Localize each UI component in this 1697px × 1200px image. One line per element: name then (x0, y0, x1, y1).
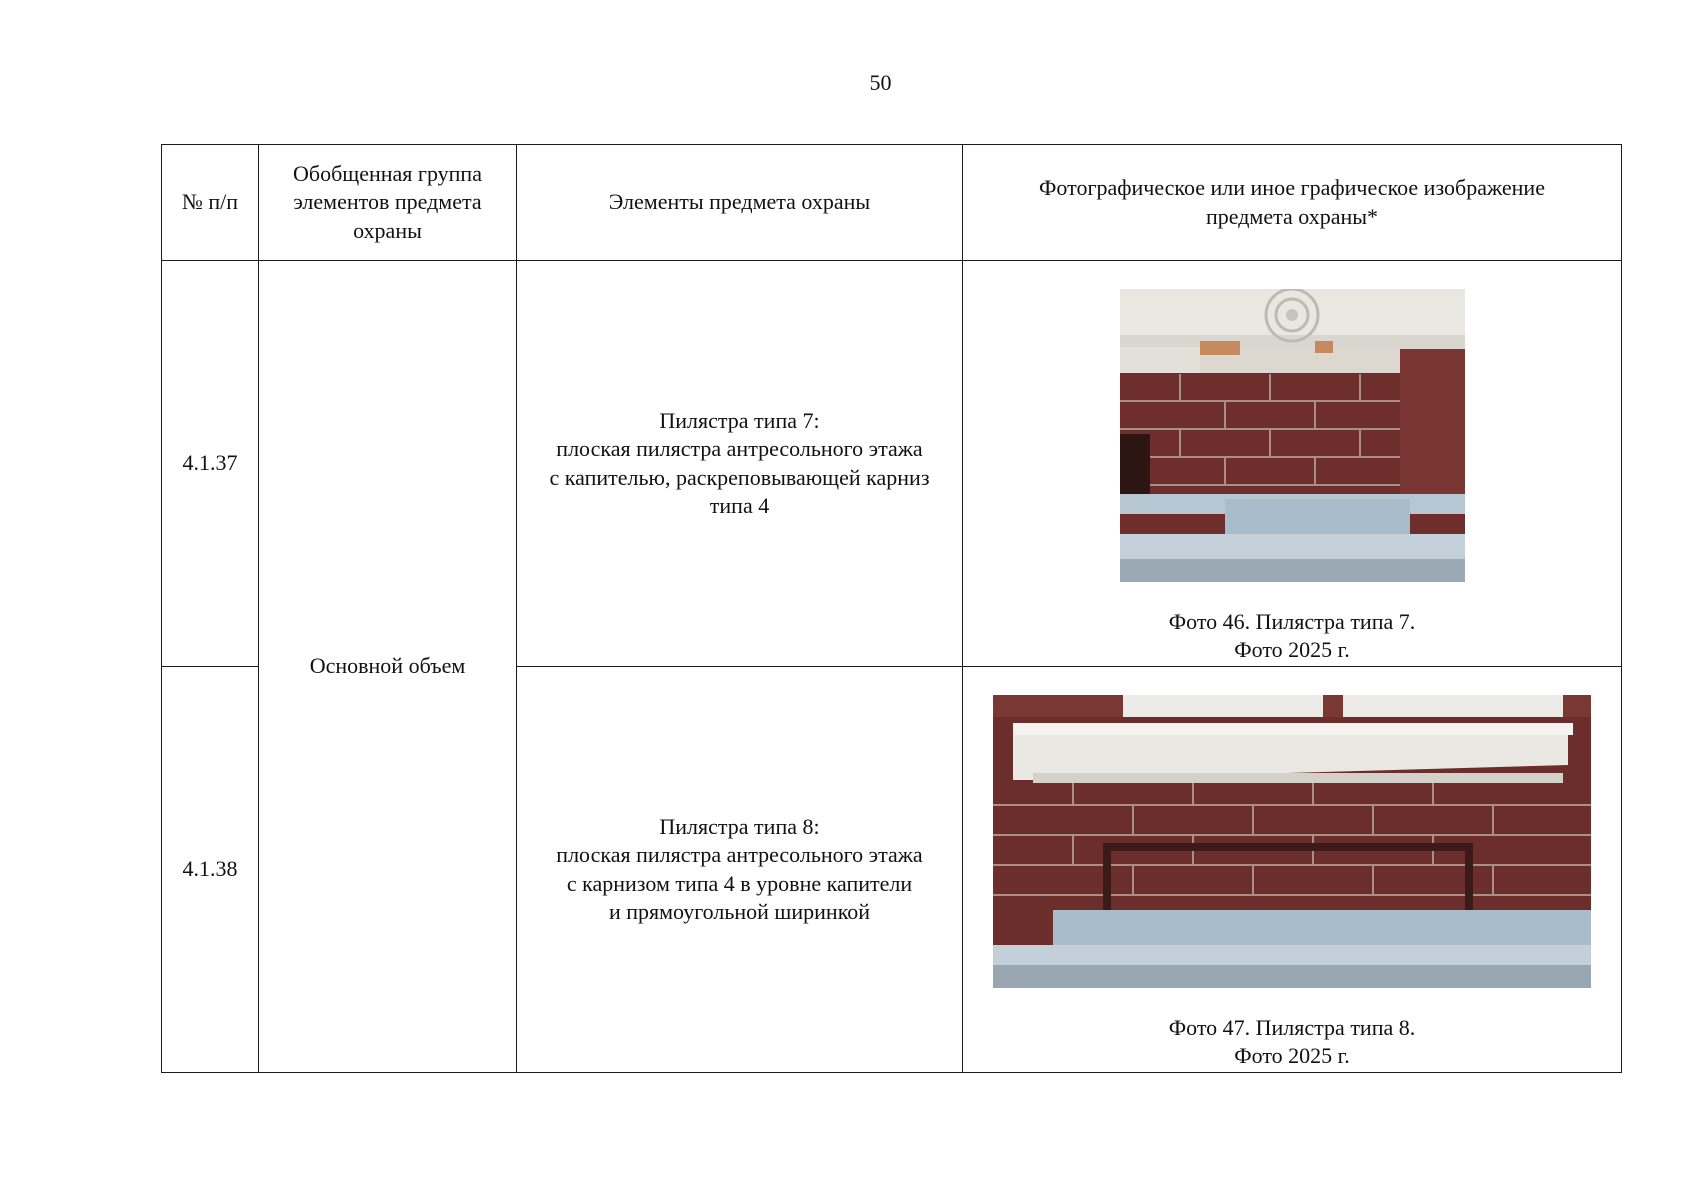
photo-pilaster-type-8-drawing (993, 695, 1591, 988)
photo-pilaster-type-7 (1120, 289, 1465, 582)
element-description (517, 667, 963, 1073)
page-number: 50 (869, 70, 892, 95)
caption-line: Фото 2025 г. (1234, 636, 1350, 662)
photo-cell (963, 261, 1622, 667)
description-line: с капителью, раскреповывающей карниз (549, 464, 930, 490)
row-number: 4.1.37 (162, 261, 259, 667)
photo-pilaster-type-7-drawing (1120, 289, 1465, 582)
caption-line: Фото 46. Пилястра типа 7. (1168, 608, 1416, 634)
description-line: с карнизом типа 4 в уровне капители (566, 870, 913, 896)
table-row (162, 261, 1622, 667)
description-line: и прямоугольной ширинкой (608, 898, 871, 924)
caption-line: Фото 47. Пилястра типа 8. (1168, 1014, 1416, 1040)
table-header-row (162, 145, 1622, 261)
header-group (259, 145, 517, 261)
element-description (517, 261, 963, 667)
header-group-line: Обобщенная группа (293, 161, 482, 187)
header-number: № п/п (162, 145, 259, 261)
photo-caption (963, 608, 1621, 664)
header-elements: Элементы предмета охраны (517, 145, 963, 261)
header-image (963, 145, 1622, 261)
photo-cell (963, 667, 1622, 1073)
header-image-line: Фотографическое или иное графическое изображение (1039, 175, 1545, 201)
group-cell: Основной объем (259, 261, 517, 1073)
row-number: 4.1.38 (162, 667, 259, 1073)
description-line: типа 4 (709, 492, 770, 518)
description-line: Пилястра типа 7: (659, 408, 820, 434)
description-line: Пилястра типа 8: (659, 814, 820, 840)
description-line: плоская пилястра антресольного этажа (556, 436, 923, 462)
description-line: плоская пилястра антресольного этажа (556, 842, 923, 868)
caption-line: Фото 2025 г. (1234, 1042, 1350, 1068)
header-group-line: охраны (353, 217, 422, 243)
photo-pilaster-type-8 (993, 695, 1591, 988)
photo-caption (963, 1014, 1621, 1070)
header-group-line: элементов предмета (293, 189, 482, 215)
heritage-elements-table (161, 144, 1622, 1073)
header-image-line: предмета охраны* (1205, 203, 1379, 229)
